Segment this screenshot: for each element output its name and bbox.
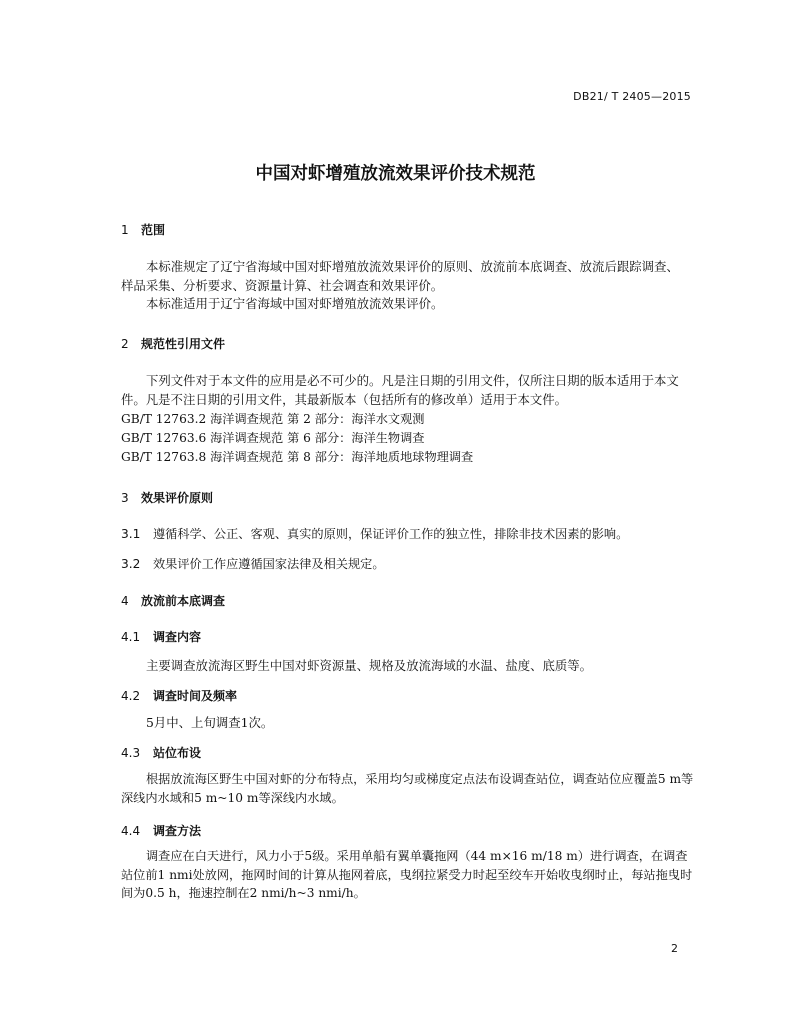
station-layout-text: 根据放流海区野生中国对虾的分布特点，采用均匀或梯度定点法布设调查站位，调查站位应覆盖5 m等深线内水域和5 m~10 m等深线内水域。 [121,772,694,805]
subsection-title: 站位布设 [153,746,202,760]
subsection-number: 4.1 [121,630,141,644]
scope-paragraph-line: 本标准规定了辽宁省海域中国对虾增殖放流效果评价的原则、放流前本底调查、放流后跟踪调查、 [146,259,679,274]
subsection-heading-survey-content [121,628,201,645]
subsection-heading-survey-time [121,687,237,704]
subsection-heading-station-layout [121,744,201,761]
scope-paragraph-line: 样品采集、分析要求、资源量计算、社会调查和效果评价。 [121,278,444,293]
clause-number: 3.1 [121,527,141,541]
clause-text: 效果评价工作应遵循国家法律及相关规定。 [153,557,385,571]
section-heading-evaluation-principles [121,489,213,506]
reference-item: GB/T 12763.6 海洋调查规范 第 6 部分：海洋生物调查 [121,431,425,445]
section-number: 2 [121,337,129,351]
survey-method-text: 调查应在白天进行，风力小于5级。采用单船有翼单囊拖网（44 m×16 m/18 m）进行调查，在调查站位前1 nmi处放网，拖网时间的计算从拖网着底，曳纲拉紧受力时起至绞车开始收曳纲时止，每站拖曳时间为0.5 h，拖速控制在2 nmi/h~3 nmi/h。 [121,849,693,900]
subsection-number: 4.3 [121,746,141,760]
section-title: 放流前本底调查 [141,594,226,608]
survey-content-text: 主要调查放流海区野生中国对虾资源量、规格及放流海域的水温、盐度、底质等。 [146,658,593,673]
section-heading-normative-references [121,335,225,352]
subsection-number: 4.2 [121,689,141,703]
section-heading-scope [121,221,165,238]
section-title: 范围 [141,223,166,237]
section-title: 规范性引用文件 [141,337,226,351]
section-heading-baseline-survey [121,592,225,609]
section-title: 效果评价原则 [141,491,214,505]
clause-3-2 [121,555,385,572]
page-number: 2 [671,942,678,955]
survey-time-text: 5月中、上旬调查1次。 [146,715,274,730]
subsection-heading-survey-method [121,822,201,839]
section-number: 4 [121,594,129,608]
subsection-number: 4.4 [121,824,141,838]
references-paragraph-line: 下列文件对于本文件的应用是必不可少的。凡是注日期的引用文件，仅所注日期的版本适用于本文 [146,373,679,388]
clause-text: 遵循科学、公正、客观、真实的原则，保证评价工作的独立性，排除非技术因素的影响。 [153,527,629,541]
document-title: 中国对虾增殖放流效果评价技术规范 [255,164,536,184]
reference-item: GB/T 12763.8 海洋调查规范 第 8 部分：海洋地质地球物理调查 [121,450,474,464]
clause-3-1 [121,525,628,542]
standard-code-header: DB21/ T 2405—2015 [573,90,691,103]
section-number: 1 [121,223,129,237]
section-number: 3 [121,491,129,505]
scope-paragraph-applicability: 本标准适用于辽宁省海域中国对虾增殖放流效果评价。 [146,296,444,311]
subsection-title: 调查方法 [153,824,202,838]
clause-number: 3.2 [121,557,141,571]
subsection-title: 调查内容 [153,630,202,644]
references-paragraph-line: 件。凡是不注日期的引用文件，其最新版本（包括所有的修改单）适用于本文件。 [121,392,568,407]
subsection-title: 调查时间及频率 [153,689,238,703]
reference-item: GB/T 12763.2 海洋调查规范 第 2 部分：海洋水文观测 [121,412,425,426]
